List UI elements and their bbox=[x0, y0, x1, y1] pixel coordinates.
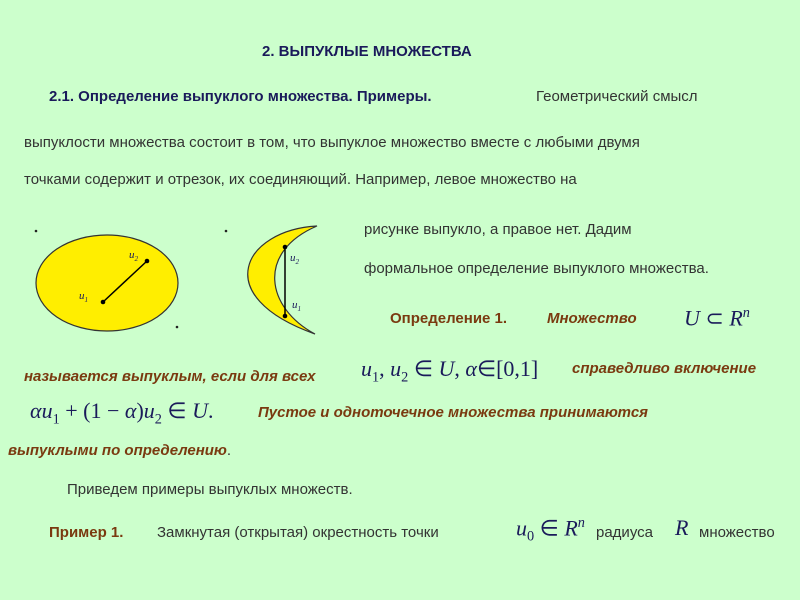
definition-text-3: Пустое и одноточечное множества принимаются bbox=[258, 404, 648, 421]
definition-label: Определение 1. bbox=[390, 310, 508, 327]
definition-word: Множество bbox=[547, 310, 637, 327]
definition-text-4: выпуклыми по определению. bbox=[8, 442, 232, 459]
formula-u1-u2-alpha: $u_1$, $u_2$ ∈ U, α∈[0,1] bbox=[361, 356, 539, 386]
label-u1-right: $u_1$ bbox=[292, 299, 302, 314]
label-u1-left: $u_1$ bbox=[79, 290, 89, 305]
formula-radius-R: R bbox=[675, 515, 689, 540]
point-u1-left bbox=[101, 300, 106, 305]
text-line-2: выпуклости множества состоит в том, что выпуклое множество вместе с любыми двумя bbox=[24, 134, 640, 151]
figure-dot bbox=[35, 230, 38, 233]
section-heading: 2. ВЫПУКЛЫЕ МНОЖЕСТВА bbox=[262, 43, 472, 60]
label-u2-right: $u_2$ bbox=[290, 252, 300, 267]
figure-dot bbox=[176, 326, 179, 329]
point-u1-right bbox=[283, 314, 288, 319]
subsection-heading: 2.1. Определение выпуклого множества. Примеры. bbox=[49, 88, 432, 105]
nonconvex-crescent bbox=[248, 226, 317, 334]
text-line-5: формальное определение выпуклого множества. bbox=[364, 260, 709, 277]
point-u2-left bbox=[145, 259, 150, 264]
formula-U-subset-Rn: U ⊂ $R^n$ bbox=[684, 305, 750, 331]
text-line-4: рисунке выпукло, а правое нет. Дадим bbox=[364, 221, 632, 238]
point-u2-right bbox=[283, 245, 288, 250]
example-text-c: множество bbox=[699, 524, 775, 541]
formula-convex-combination: $\alpha u_1 + (1 - \alpha)u_2$ ∈ U. bbox=[30, 398, 214, 428]
example-text-a: Замкнутая (открытая) окрестность точки bbox=[157, 524, 439, 541]
text-line-1: Геометрический смысл bbox=[536, 88, 698, 105]
examples-intro: Приведем примеры выпуклых множеств. bbox=[67, 481, 353, 498]
figure-dot bbox=[225, 230, 228, 233]
example-text-b: радиуса bbox=[596, 524, 653, 541]
convex-set-ellipse bbox=[36, 235, 178, 331]
example-label: Пример 1. bbox=[49, 524, 124, 541]
label-u2-left: $u_2$ bbox=[129, 249, 139, 264]
definition-text-2: справедливо включение bbox=[572, 360, 757, 377]
text-line-3: точками содержит и отрезок, их соединяющий. Например, левое множество на bbox=[24, 171, 577, 188]
formula-u0-in-Rn: $u_0$ ∈ $R^n$ bbox=[516, 515, 585, 545]
definition-text-1: называется выпуклым, если для всех bbox=[24, 368, 316, 385]
